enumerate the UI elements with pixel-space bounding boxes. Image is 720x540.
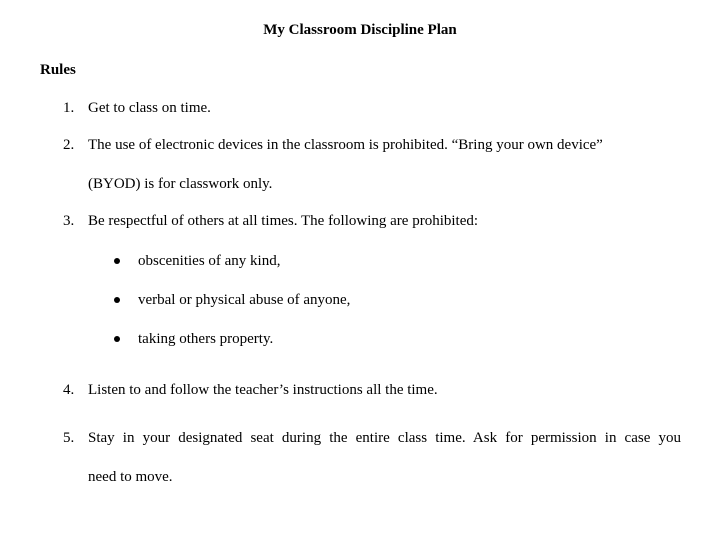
rule-number: 2. bbox=[63, 137, 75, 153]
rule-text: Stay in your designated seat during the entire class time. Ask for permission in case you bbox=[88, 430, 681, 446]
rule-text-continued: need to move. bbox=[88, 469, 173, 485]
rule-number: 1. bbox=[63, 100, 75, 116]
section-heading-rules: Rules bbox=[40, 62, 76, 78]
rule-number: 5. bbox=[63, 430, 75, 446]
bullet-text: verbal or physical abuse of anyone, bbox=[138, 292, 351, 308]
bullet-text: taking others property. bbox=[138, 331, 274, 347]
rule-text: Be respectful of others at all times. The following are prohibited: bbox=[88, 213, 479, 229]
rule-text-continued: (BYOD) is for classwork only. bbox=[88, 176, 273, 192]
bullet-icon bbox=[114, 336, 120, 342]
rule-text: The use of electronic devices in the classroom is prohibited. “Bring your own device” bbox=[88, 137, 603, 153]
bullet-icon bbox=[114, 258, 120, 264]
rule-number: 3. bbox=[63, 213, 75, 229]
rule-number: 4. bbox=[63, 382, 75, 398]
rule-text: Listen to and follow the teacher’s instructions all the time. bbox=[88, 382, 438, 398]
bullet-icon bbox=[114, 297, 120, 303]
document-title: My Classroom Discipline Plan bbox=[263, 22, 457, 38]
bullet-text: obscenities of any kind, bbox=[138, 253, 281, 269]
rule-text: Get to class on time. bbox=[88, 100, 211, 116]
